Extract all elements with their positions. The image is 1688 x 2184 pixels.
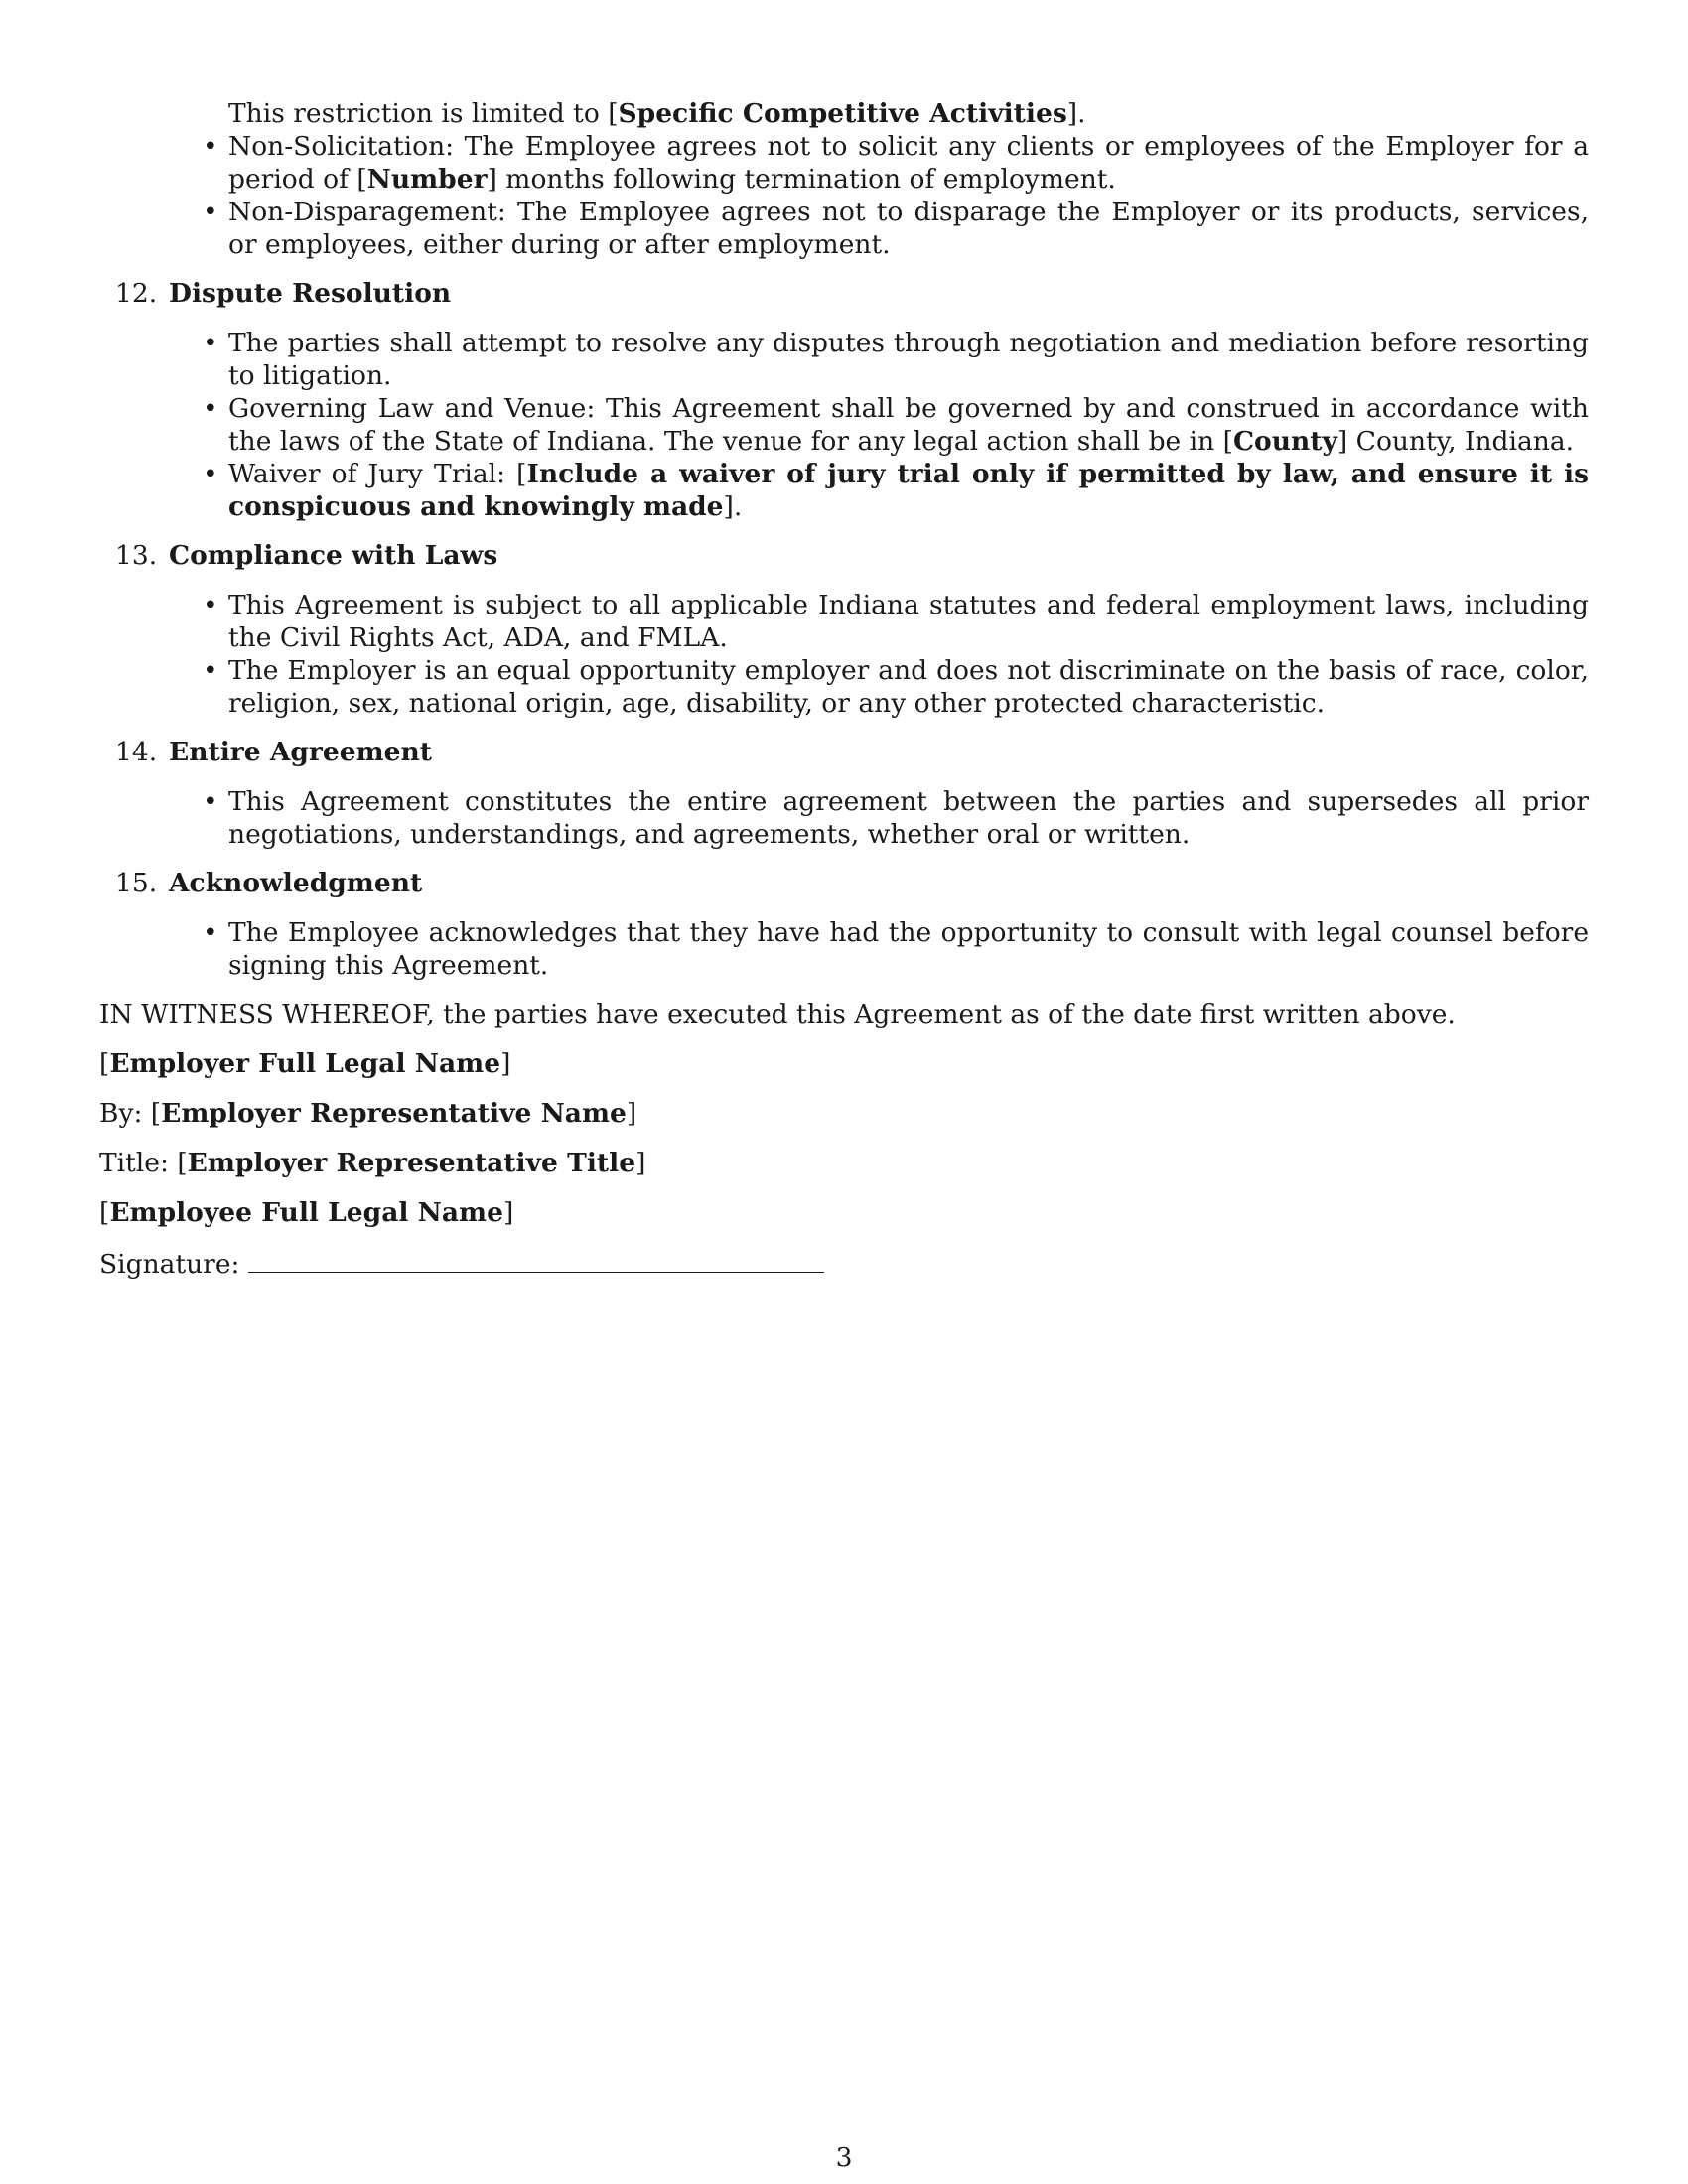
- section-number: 13.: [115, 540, 158, 571]
- section-13-heading: [99, 539, 1589, 572]
- signature-line: Signature:: [99, 1246, 1589, 1281]
- section13-bullet-list: [99, 589, 1589, 720]
- placeholder-county: County: [1232, 426, 1337, 457]
- section-15-heading: [99, 867, 1589, 899]
- document-page: [99, 97, 1589, 1281]
- section11-bullet-list: [99, 130, 1589, 261]
- employee-name-line: [Employee Full Legal Name]: [99, 1197, 514, 1228]
- section-number: 12.: [115, 278, 158, 309]
- section-14-heading: [99, 736, 1589, 768]
- page-number: 3: [835, 2142, 853, 2173]
- placeholder-rep-title: Employer Representative Title: [187, 1148, 636, 1178]
- section15-bullet-list: [99, 916, 1589, 982]
- entire-agreement-bullet: • This Agreement constitutes the entire agreement between the parties and supersedes all prior negotiations, understandings, and agreements, whether oral or written.: [228, 785, 1589, 851]
- section12-bullet-list: [99, 327, 1589, 523]
- section-title: Entire Agreement: [169, 737, 432, 767]
- witness-statement: IN WITNESS WHEREOF, the parties have executed this Agreement as of the date first written above.: [99, 999, 1456, 1029]
- title-line: Title: [Employer Representative Title]: [99, 1148, 646, 1178]
- section-title: Acknowledgment: [169, 868, 423, 898]
- placeholder-employer-name: Employer Full Legal Name: [109, 1048, 501, 1079]
- by-line: By: [Employer Representative Name]: [99, 1098, 637, 1129]
- acknowledgment-bullet: • The Employee acknowledges that they have had the opportunity to consult with legal counsel before signing this Agreement.: [228, 916, 1589, 982]
- signature-blank[interactable]: [248, 1246, 824, 1273]
- equal-opportunity-bullet: • The Employer is an equal opportunity employer and does not discriminate on the basis of race, color, religion, sex, national origin, age, disability, or any other protected characteristic.: [228, 654, 1589, 720]
- governing-law-bullet: • Governing Law and Venue: This Agreement shall be governed by and construed in accordance with the laws of the State of Indiana. The venue for any legal action shall be in [County] County, Indiana.: [228, 392, 1589, 458]
- section-number: 14.: [115, 737, 158, 767]
- restriction-continuation: This restriction is limited to [Specific Competitive Activities].: [228, 98, 1086, 129]
- employer-name-line: [Employer Full Legal Name]: [99, 1048, 511, 1079]
- jury-waiver-bullet: • Waiver of Jury Trial: [Include a waiver of jury trial only if permitted by law, and ensure it is conspicuous and knowingly made].: [228, 458, 1589, 523]
- section-title: Compliance with Laws: [169, 540, 498, 571]
- dispute-negotiation-bullet: • The parties shall attempt to resolve any disputes through negotiation and mediation before resorting to litigation.: [228, 327, 1589, 392]
- placeholder-rep-name: Employer Representative Name: [161, 1098, 627, 1129]
- section-12-heading: [99, 277, 1589, 310]
- placeholder-employee-name: Employee Full Legal Name: [109, 1197, 503, 1228]
- placeholder-jury-waiver: Include a waiver of jury trial only if permitted by law, and ensure it is conspicuous and knowingly made: [228, 459, 1589, 522]
- placeholder-number: Number: [366, 164, 488, 195]
- section-number: 15.: [115, 868, 158, 898]
- placeholder-specific-competitive-activities: Specific Competitive Activities: [618, 98, 1067, 129]
- non-solicitation-bullet: • Non-Solicitation: The Employee agrees not to solicit any clients or employees of the Employer for a period of [Number] months following termination of employment.: [228, 130, 1589, 196]
- section14-bullet-list: [99, 785, 1589, 851]
- non-disparagement-bullet: • Non-Disparagement: The Employee agrees not to disparage the Employer or its products, services, or employees, either during or after employment.: [228, 196, 1589, 261]
- section-title: Dispute Resolution: [169, 278, 452, 309]
- applicable-laws-bullet: • This Agreement is subject to all applicable Indiana statutes and federal employment laws, including the Civil Rights Act, ADA, and FMLA.: [228, 589, 1589, 654]
- signature-block: [99, 1047, 1589, 1281]
